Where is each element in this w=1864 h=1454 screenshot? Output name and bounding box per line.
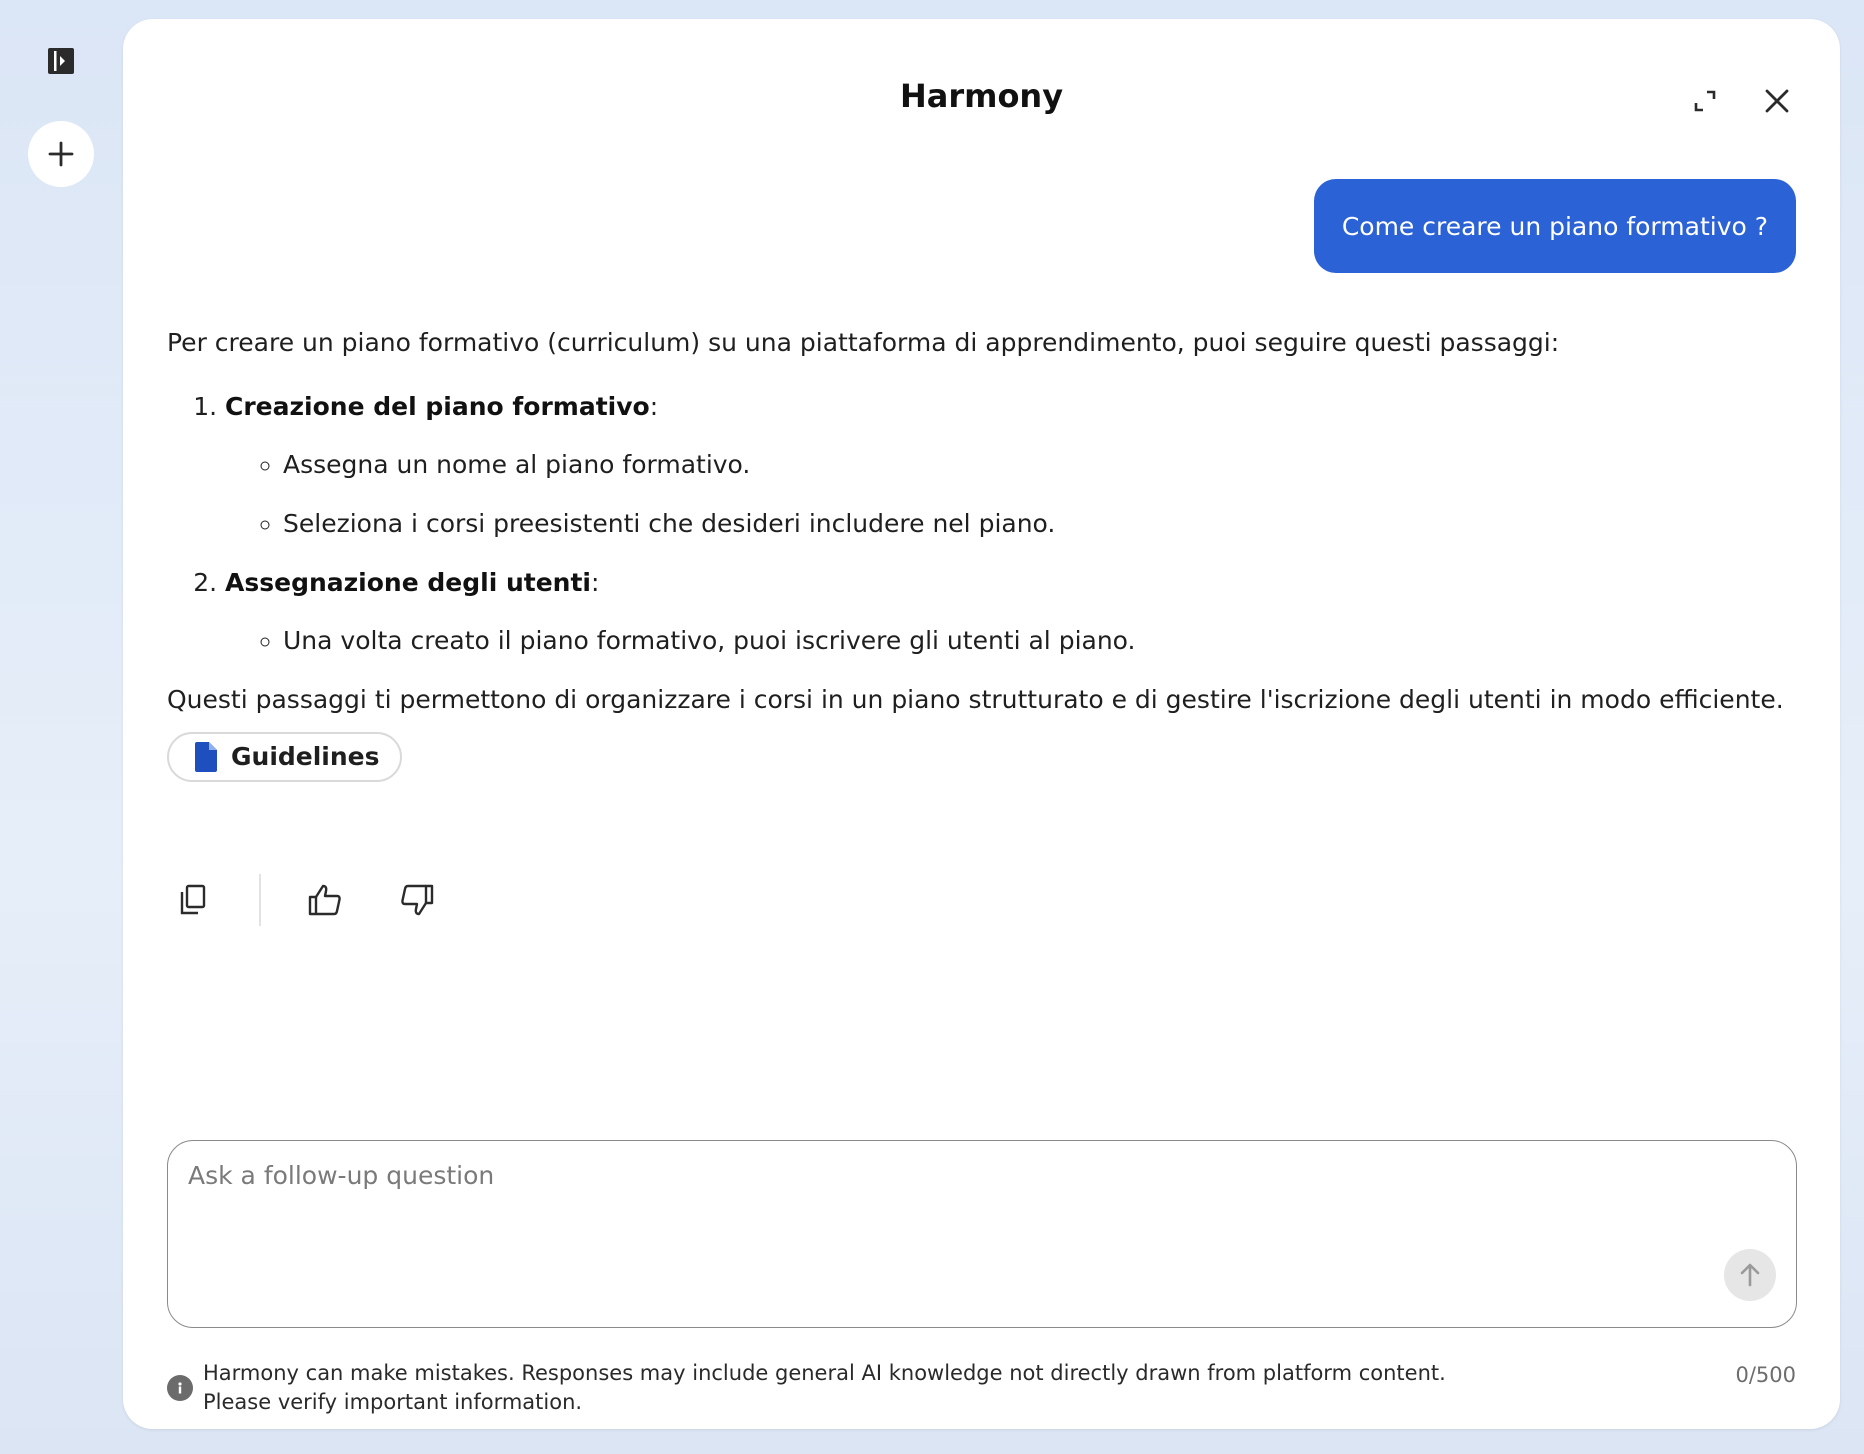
answer-outro: Questi passaggi ti permettono di organizzare i corsi in un piano strutturato e di gestire l'iscrizione degli utenti in modo efficiente.	[167, 685, 1784, 714]
user-message-bubble	[1314, 179, 1796, 273]
panel-title: Harmony	[899, 77, 1064, 115]
follow-up-input[interactable]	[188, 1161, 1688, 1281]
close-button[interactable]	[1757, 81, 1797, 121]
dislike-button[interactable]	[391, 874, 443, 926]
disclaimer	[167, 1359, 1547, 1417]
user-message-text: Come creare un piano formativo ?	[1341, 211, 1768, 241]
send-button[interactable]	[1724, 1249, 1776, 1301]
feedback-divider	[259, 874, 261, 926]
thumbs-down-icon	[399, 883, 435, 917]
left-rail	[0, 0, 122, 1454]
step-bullet: ◦ Seleziona i corsi preesistenti che desideri includere nel piano.	[283, 506, 1797, 542]
sidebar-toggle-icon	[46, 46, 76, 76]
step-title: Creazione del piano formativo	[225, 392, 650, 421]
answer-steps	[167, 389, 1797, 659]
new-chat-button[interactable]	[28, 121, 94, 187]
step-bullets	[225, 447, 1797, 542]
chat-panel	[123, 19, 1840, 1429]
expand-icon	[1692, 88, 1718, 114]
character-counter: 0/500	[1735, 1363, 1796, 1387]
close-icon	[1764, 88, 1790, 114]
feedback-row	[167, 874, 443, 926]
info-icon	[167, 1375, 193, 1401]
source-chip-guidelines[interactable]	[167, 732, 402, 782]
step-suffix: :	[591, 568, 600, 597]
answer-step	[225, 565, 1797, 659]
answer-step	[225, 389, 1797, 542]
answer-intro: Per creare un piano formativo (curriculum) su una piattaforma di apprendimento, puoi seguire questi passaggi:	[167, 328, 1560, 357]
expand-button[interactable]	[1685, 81, 1725, 121]
plus-icon	[48, 141, 74, 167]
follow-up-composer	[167, 1140, 1797, 1328]
assistant-answer	[167, 325, 1797, 783]
disclaimer-line-1: Harmony can make mistakes. Responses may include general AI knowledge not directly drawn from platform content.	[203, 1361, 1446, 1385]
step-title: Assegnazione degli utenti	[225, 568, 591, 597]
arrow-up-icon	[1737, 1262, 1763, 1288]
thumbs-up-icon	[307, 883, 343, 917]
step-bullet: ◦ Una volta creato il piano formativo, puoi iscrivere gli utenti al piano.	[283, 623, 1797, 659]
step-bullet: ◦ Assegna un nome al piano formativo.	[283, 447, 1797, 483]
copy-button[interactable]	[167, 874, 219, 926]
document-icon	[193, 741, 219, 773]
sidebar-toggle-button[interactable]	[44, 44, 78, 78]
copy-icon	[178, 884, 208, 916]
step-bullets	[225, 623, 1797, 659]
step-suffix: :	[649, 392, 659, 421]
source-chip-label: Guidelines	[231, 742, 380, 771]
disclaimer-line-2: Please verify important information.	[203, 1390, 583, 1414]
like-button[interactable]	[299, 874, 351, 926]
